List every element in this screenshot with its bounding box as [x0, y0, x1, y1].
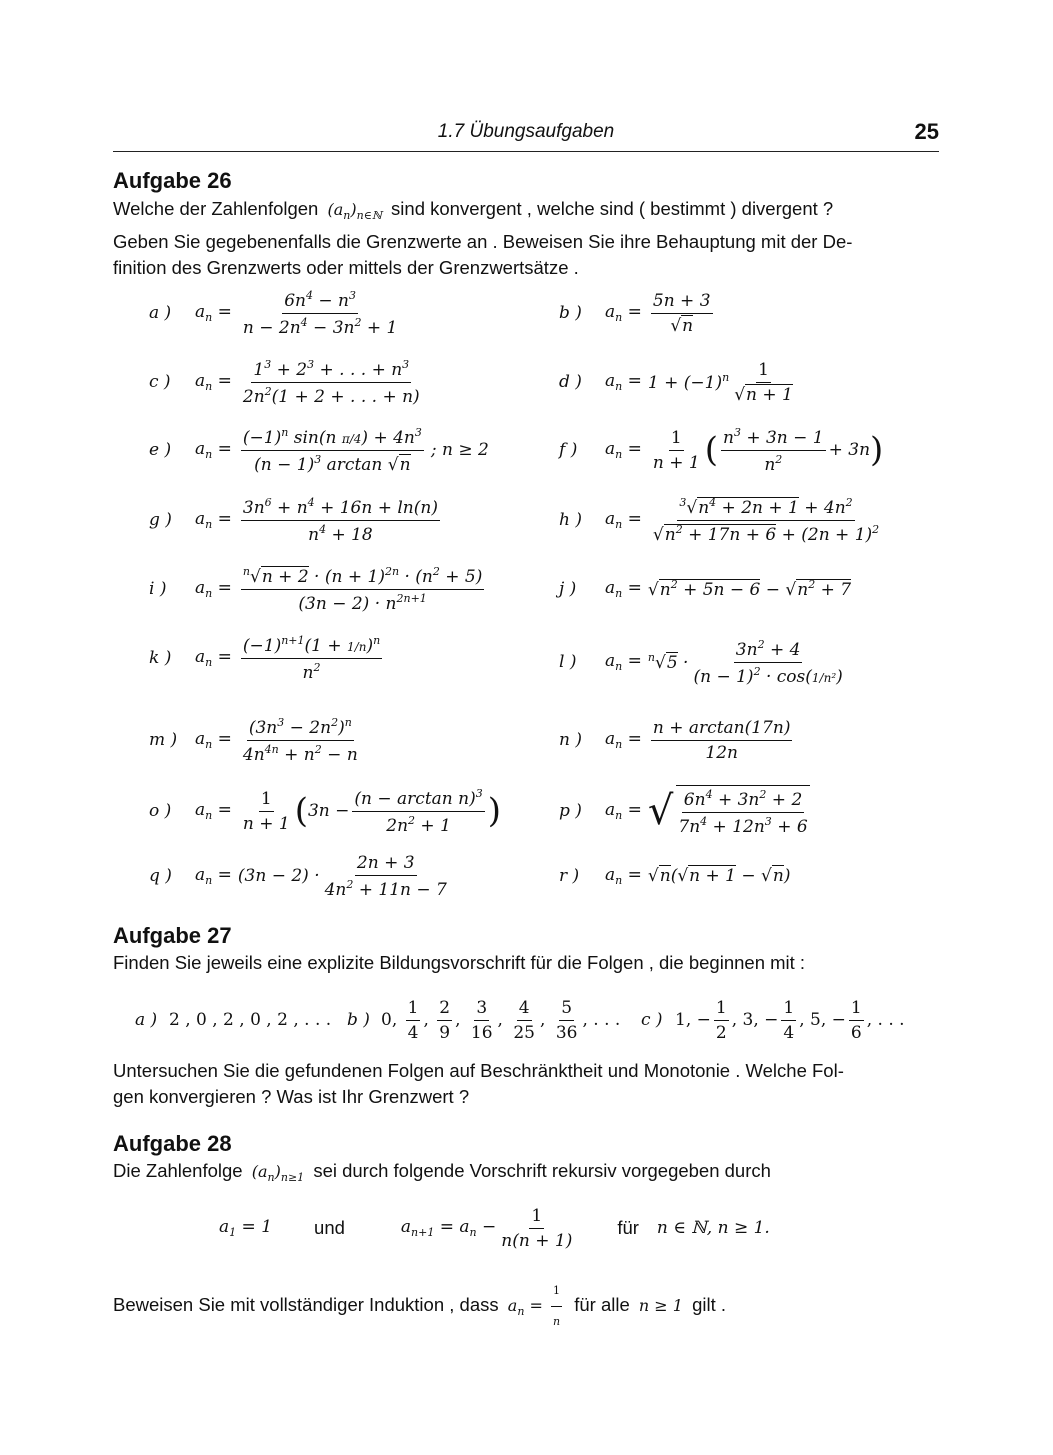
exercise-i: [149, 559, 487, 619]
exercise-label: b ): [559, 303, 582, 323]
sequence-c: [641, 990, 905, 1050]
formula: $\frac{^3√n^4 + 2n + 1 + 4n^2}{√n^2 + 17n + 6 + (2n + 1)^2}$: [652, 495, 880, 545]
exercise-k: [149, 628, 385, 688]
an-symbol: $a_n$ =: [605, 509, 642, 531]
paren: (: [294, 791, 308, 831]
und-word: und: [314, 1217, 345, 1238]
formula: $\frac{6n^4 - n^3}{n - 2n^4 - 3n^2 + 1}$: [242, 288, 398, 338]
formula-part: + 3n: [828, 440, 871, 460]
formula-part: $\frac{1}{n + 1}$: [242, 788, 290, 834]
exercise-label: l ): [559, 652, 577, 672]
text-part: Die Zahlenfolge: [113, 1160, 243, 1181]
aufgabe-27-intro: Finden Sie jeweils eine explizite Bildungsvorschrift für die Folgen , die beginnen mit :: [113, 952, 806, 973]
exercise-j: [559, 559, 851, 619]
formula: $√n^2 + 5n - 6 - √n^2 + 7$: [647, 578, 852, 600]
formula: $\frac{(3n^3 - 2n^2)^n}{4n^{4n} + n^2 - n}$: [242, 715, 358, 765]
formula-part: $\frac{2n + 3}{4n^2 + 11n - 7}$: [324, 852, 447, 900]
formula: $\frac{^n√n + 2 \cdot (n + 1)^{2n} \cdot (n^2 + 5)}{(3n - 2) \cdot n^{2n+1}}$: [242, 564, 483, 614]
formula-part: $\frac{3n^2 + 4}{(n - 1)^2 \cdot \cos(1/n^2)}$: [693, 637, 843, 687]
formula: $\frac{(-1)^n \sin(n \pi/4) + 4n^3}{(n - 1)^3 \arctan √n}$: [242, 425, 422, 475]
formula-part: $\frac{1}{√n + 1}$: [734, 359, 793, 405]
exercise-h: [559, 490, 884, 550]
an-symbol: $a_n$ =: [195, 647, 232, 669]
aufgabe-26-heading: Aufgabe 26: [113, 168, 232, 193]
paren: ): [870, 430, 884, 470]
exercise-n: [559, 710, 795, 770]
an-symbol: $a_n$ =: [195, 509, 232, 531]
formula: $\frac{5n + 3}{√n}$: [652, 290, 711, 336]
text-part: Welche der Zahlenfolgen: [113, 198, 319, 219]
exercise-g: [149, 490, 443, 550]
domain-condition: n ∈ ℕ, n ≥ 1.: [656, 1218, 770, 1238]
formula-part: $^n$√5 ·: [647, 651, 689, 673]
exercise-l: [559, 632, 848, 692]
sequence-terms: 2 , 0 , 2 , 0 , 2 , . . .: [169, 1010, 332, 1030]
an-symbol: $a_n$ =: [605, 800, 642, 822]
sequence-label: c ): [641, 1010, 663, 1030]
recursion: $a_{n+1} = a_n$ −: [400, 1217, 497, 1239]
formula-part: $\frac{(n - \arctan n)^3}{2n^2 + 1}$: [354, 786, 483, 836]
aufgabe-27-heading: Aufgabe 27: [113, 923, 232, 948]
aufgabe-27-outro: [113, 1058, 939, 1110]
exercise-label: r ): [559, 866, 580, 886]
sequence-terms: 1, − $\frac{1}{2}$ , 3, − $\frac{1}{4}$ , 5, − $\frac{1}{6}$ , . . .: [675, 997, 905, 1043]
exercise-label: h ): [559, 510, 582, 530]
text-part: sind konvergent , welche sind ( bestimmt ) divergent ?: [391, 198, 834, 219]
running-header: [113, 119, 939, 152]
an-symbol: $a_n$ =: [605, 302, 642, 324]
exercise-label: o ): [149, 801, 172, 821]
text-part: Geben Sie gegebenenfalls die Grenzwerte an . Beweisen Sie ihre Behauptung mit der De-: [113, 231, 853, 252]
an-symbol: $a_n$ =: [605, 651, 642, 673]
aufgabe-26-text: [113, 196, 939, 281]
sequence-label: a ): [135, 1010, 158, 1030]
condition: n ≥ 1: [638, 1296, 683, 1315]
sequence-notation: $(a_n)_{n\in ℕ}$: [327, 200, 382, 222]
paren: ): [487, 791, 502, 831]
text-line: Untersuchen Sie die gefundenen Folgen auf Beschränktheit und Monotonie . Welche Fol-: [113, 1060, 844, 1081]
text-part: sei durch folgende Vorschrift rekursiv vorgegeben durch: [313, 1160, 771, 1181]
formula-part: $\frac{n^3 + 3n - 1}{n^2}$: [722, 425, 824, 475]
aufgabe-28-outro: [113, 1278, 939, 1335]
exercise-c: [149, 352, 425, 412]
formula: $\frac{n + \arctan(17n)}{12n}$: [652, 717, 791, 763]
an-symbol: $a_n$ =: [195, 439, 232, 461]
sequence-terms: 0, $\frac{1}{4}$ , $\frac{2}{9}$ , $\frac{3}{16}$ , $\frac{4}{25}$ , $\frac{5}{36}$ , . . .: [381, 997, 621, 1043]
an-symbol: $a_n$ =: [195, 302, 232, 324]
formula-part: (3n − 2) ·: [237, 866, 320, 886]
an-symbol: $a_n$ =: [605, 439, 642, 461]
exercise-q: [149, 846, 452, 906]
formula-part: $\frac{1}{n + 1}$: [652, 427, 700, 473]
sequence-notation: $(a_n)_{n\ge 1}$: [251, 1162, 305, 1184]
an-symbol: $a_n$ =: [605, 578, 642, 600]
formula-part: 3n −: [307, 801, 350, 821]
formula: $\frac{(-1)^{n+1}(1 + 1/n)^n}{n^2}$: [242, 633, 381, 683]
condition: ; n ≥ 2: [430, 440, 489, 460]
exercise-label: k ): [149, 648, 172, 668]
sequence-label: b ): [347, 1010, 370, 1030]
exercise-label: n ): [559, 730, 582, 750]
claim: $a_n$ = $\frac{1}{n}$: [508, 1296, 565, 1315]
aufgabe-28-intro: [113, 1158, 939, 1191]
exercise-label: d ): [559, 372, 582, 392]
exercise-label: f ): [559, 440, 578, 460]
fuer-word: für: [617, 1217, 639, 1238]
text-part: gilt .: [692, 1294, 727, 1315]
text-line: gen konvergieren ? Was ist Ihr Grenzwert ?: [113, 1086, 470, 1107]
formula-part: $1 + (-1)^n$: [647, 371, 730, 393]
exercise-e: [149, 420, 489, 480]
exercise-f: [559, 420, 883, 480]
section-title: 1.7 Übungsaufgaben: [437, 121, 615, 142]
exercise-label: i ): [149, 579, 167, 599]
recursion-formula: [219, 1198, 770, 1258]
initial-value: $a_1 = 1$: [219, 1217, 273, 1239]
formula: $\frac{1^3 + 2^3 + . . . + n^3}{2n^2(1 + 2 + . . . + n)}$: [242, 357, 420, 407]
exercise-b: [559, 283, 716, 343]
an-symbol: $a_n$ =: [605, 729, 642, 751]
exercise-d: [559, 352, 798, 412]
formula: √n(√n + 1 − √n): [647, 866, 791, 886]
text-part: für alle: [574, 1294, 630, 1315]
exercise-label: q ): [149, 866, 172, 886]
text-part: finition des Grenzwerts oder mittels der Grenzwertsätze .: [113, 257, 579, 278]
an-symbol: $a_n$ =: [195, 865, 232, 887]
page-number: 25: [914, 119, 939, 144]
formula: $\frac{6n^4 + 3n^2 + 2}{7n^4 + 12n^3 + 6}$: [676, 785, 809, 837]
sequence-b: [347, 990, 620, 1050]
aufgabe-28-heading: Aufgabe 28: [113, 1131, 232, 1156]
paren: (: [704, 430, 718, 470]
an-symbol: $a_n$ =: [195, 729, 232, 751]
exercise-label: m ): [149, 730, 178, 750]
exercise-label: p ): [559, 801, 582, 821]
an-symbol: $a_n$ =: [195, 371, 232, 393]
exercise-label: c ): [149, 372, 171, 392]
exercise-label: a ): [149, 303, 172, 323]
exercise-a: [149, 283, 402, 343]
an-symbol: $a_n$ =: [195, 800, 232, 822]
exercise-p: [559, 781, 813, 841]
exercise-label: e ): [149, 440, 172, 460]
exercise-label: g ): [149, 510, 172, 530]
exercise-label: j ): [559, 579, 577, 599]
exercise-o: [149, 781, 501, 841]
sequence-a: [135, 990, 331, 1050]
an-symbol: $a_n$ =: [605, 865, 642, 887]
an-symbol: $a_n$ =: [605, 371, 642, 393]
root-sign: √: [647, 788, 674, 834]
exercise-m: [149, 710, 363, 770]
formula: $\frac{3n^6 + n^4 + 16n + \ln(n)}{n^4 + 18}$: [242, 495, 438, 545]
exercise-r: [559, 846, 790, 906]
text-part: Beweisen Sie mit vollständiger Induktion , dass: [113, 1294, 499, 1315]
recursion-fraction: $\frac{1}{n(n + 1)}$: [501, 1205, 573, 1251]
an-symbol: $a_n$ =: [195, 578, 232, 600]
